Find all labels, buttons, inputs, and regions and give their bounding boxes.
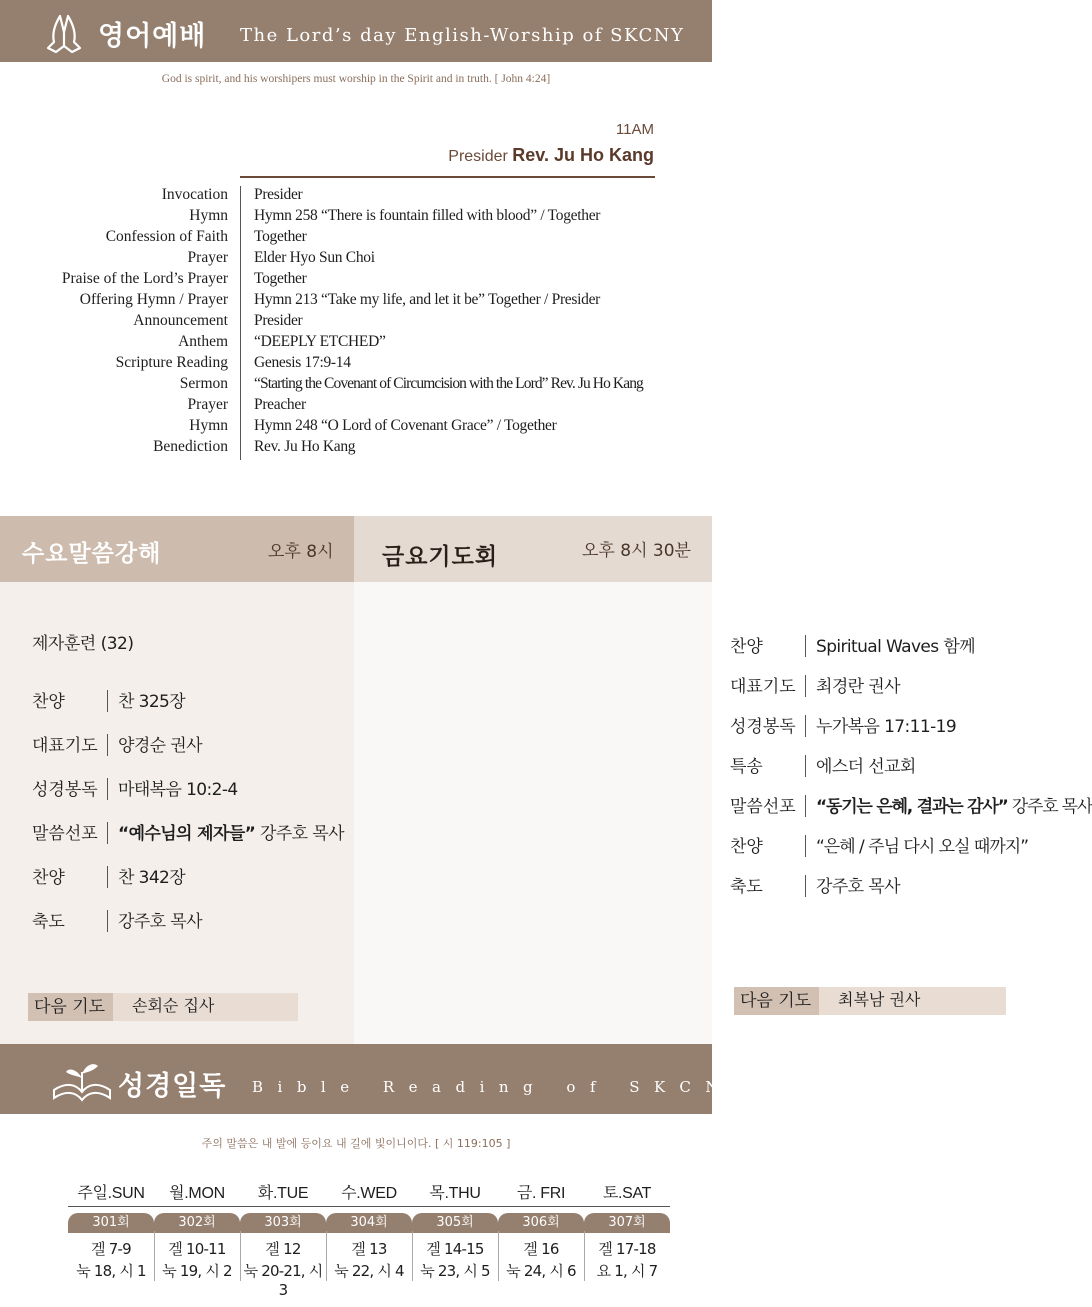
- wednesday-row: [32, 863, 332, 889]
- day-reading-1: 겔 12: [265, 1240, 301, 1258]
- row-value: Spiritual Waves 함께: [816, 637, 975, 657]
- order-row: [0, 207, 712, 228]
- day-column-divider: [154, 1231, 155, 1281]
- bible-reading-title-kr: 성경일독: [118, 1071, 227, 1102]
- order-label: Praise of the Lord’s Prayer: [61, 270, 228, 287]
- row-value: 에스더 선교회: [816, 757, 916, 777]
- row-bar: [107, 910, 108, 932]
- order-row: [0, 312, 712, 333]
- worship-verse: God is spirit, and his worshipers must worship in the Spirit and in truth. [ John 4:24]: [161, 73, 551, 85]
- order-row: [0, 186, 712, 207]
- day-reading-1: 겔 17-18: [598, 1240, 656, 1258]
- friday-row: [730, 792, 1092, 818]
- day-divider: [584, 1206, 670, 1207]
- day-count-badge: 305회: [412, 1213, 498, 1233]
- day-reading-2: 눅 20-21, 시 3: [243, 1262, 323, 1299]
- day-count-badge: 303회: [240, 1213, 326, 1233]
- day-reading-2: 눅 22, 시 4: [334, 1262, 404, 1280]
- order-row: [0, 228, 712, 249]
- day-column-divider: [412, 1231, 413, 1281]
- worship-title-kr: 영어예배: [98, 21, 207, 52]
- presider-label: Presider: [448, 148, 508, 165]
- order-row: [0, 417, 712, 438]
- day-name: 금. FRI: [516, 1185, 566, 1202]
- row-bar: [805, 635, 806, 657]
- friday-body: [354, 582, 1092, 1044]
- day-count-badge: 307회: [584, 1213, 670, 1233]
- day-column: [68, 1180, 154, 1280]
- friday-row: [730, 752, 1060, 778]
- order-row: [0, 354, 712, 375]
- order-label: Benediction: [153, 438, 228, 455]
- order-value: Genesis 17:9-14: [254, 354, 351, 371]
- bible-reading-verse: 주의 말씀은 내 발에 등이요 내 길에 빛이니이다. [ 시 119:105 ]: [201, 1137, 511, 1150]
- order-value: Presider: [254, 312, 303, 329]
- order-value: Rev. Ju Ho Kang: [254, 438, 356, 455]
- day-name: 수.WED: [341, 1185, 397, 1202]
- day-divider: [240, 1206, 326, 1207]
- order-label: Anthem: [178, 333, 228, 350]
- row-bar: [107, 778, 108, 800]
- order-row: [0, 333, 712, 354]
- wednesday-row: [32, 687, 332, 713]
- day-reading-2: 눅 23, 시 5: [420, 1262, 490, 1280]
- order-row: [0, 396, 712, 417]
- order-label: Invocation: [161, 186, 228, 203]
- day-reading-1: 겔 14-15: [426, 1240, 484, 1258]
- row-value: 찬 325장: [118, 692, 186, 712]
- row-bar: [805, 715, 806, 737]
- friday-header: [354, 516, 712, 582]
- friday-title: 금요기도회: [382, 544, 499, 570]
- row-label: 찬양: [730, 837, 763, 857]
- row-value: 양경순 권사: [118, 736, 202, 756]
- row-value: “동기는 은혜, 결과는 감사” 강주호 목사: [816, 797, 1092, 817]
- day-column-divider: [498, 1231, 499, 1281]
- day-column: [412, 1180, 498, 1280]
- row-bar: [107, 734, 108, 756]
- order-value: Elder Hyo Sun Choi: [254, 249, 375, 266]
- order-row: [0, 249, 712, 270]
- worship-title-en: The Lord’s day English-Worship of SKCNY: [240, 25, 685, 46]
- row-bar: [107, 822, 108, 844]
- praying-hands-icon: [42, 12, 86, 54]
- next-prayer-name: 손회순 집사: [132, 996, 215, 1015]
- wednesday-next-prayer: [28, 993, 298, 1021]
- day-reading-2: 요 1, 시 7: [596, 1262, 658, 1280]
- row-label: 축도: [730, 877, 763, 897]
- day-column: [154, 1180, 240, 1280]
- row-value: 강주호 목사: [118, 912, 202, 932]
- order-label: Announcement: [133, 312, 228, 329]
- wednesday-title: 수요말씀강해: [22, 541, 162, 567]
- bible-reading-title-en: Bible Reading of SKCNY: [252, 1078, 758, 1096]
- day-column: [498, 1180, 584, 1280]
- day-reading-1: 겔 16: [523, 1240, 559, 1258]
- row-label: 성경봉독: [32, 780, 98, 800]
- day-divider: [68, 1206, 154, 1207]
- order-label: Prayer: [187, 396, 228, 413]
- order-label: Confession of Faith: [105, 228, 228, 245]
- order-row: [0, 375, 712, 396]
- row-label: 축도: [32, 912, 65, 932]
- presider-name: Rev. Ju Ho Kang: [512, 145, 654, 165]
- row-value: 최경란 권사: [816, 677, 900, 697]
- order-value: “Starting the Covenant of Circumcision with the Lord” Rev. Ju Ho Kang: [254, 375, 643, 392]
- row-label: 특송: [730, 757, 763, 777]
- order-row: [0, 291, 712, 312]
- day-column: [240, 1180, 326, 1299]
- order-value: Hymn 248 “O Lord of Covenant Grace” / Together: [254, 417, 557, 434]
- row-bar: [805, 675, 806, 697]
- row-label: 찬양: [730, 637, 763, 657]
- row-value: 누가복음 17:11-19: [816, 717, 957, 737]
- day-divider: [412, 1206, 498, 1207]
- day-column-divider: [326, 1231, 327, 1281]
- day-column-divider: [240, 1231, 241, 1281]
- row-label: 찬양: [32, 692, 65, 712]
- wednesday-time: 오후 8시: [268, 542, 334, 562]
- day-name: 월.MON: [169, 1185, 225, 1202]
- order-value: Hymn 213 “Take my life, and let it be” Together / Presider: [254, 291, 601, 308]
- day-reading-2: 눅 19, 시 2: [162, 1262, 232, 1280]
- row-value: 찬 342장: [118, 868, 186, 888]
- divider: [240, 176, 655, 178]
- row-bar: [805, 835, 806, 857]
- wednesday-row: [32, 819, 344, 845]
- friday-row: [730, 632, 1060, 658]
- next-prayer-label: 다음 기도: [734, 987, 819, 1015]
- day-name: 목.THU: [429, 1185, 481, 1202]
- next-prayer-label: 다음 기도: [28, 993, 113, 1021]
- friday-row: [730, 872, 1060, 898]
- order-label: Hymn: [189, 207, 228, 224]
- row-bar: [107, 690, 108, 712]
- wednesday-header: [0, 516, 354, 582]
- day-reading-2: 눅 18, 시 1: [76, 1262, 146, 1280]
- day-column: [584, 1180, 670, 1280]
- day-count-badge: 301회: [68, 1213, 154, 1233]
- order-row: [0, 270, 712, 291]
- friday-row: [730, 832, 1060, 858]
- friday-next-prayer: [734, 987, 1006, 1015]
- wednesday-row: [32, 775, 332, 801]
- row-bar: [805, 755, 806, 777]
- order-label: Sermon: [179, 375, 228, 392]
- order-value: Presider: [254, 186, 303, 203]
- day-name: 토.SAT: [602, 1185, 652, 1202]
- worship-header: [0, 0, 712, 62]
- day-divider: [326, 1206, 412, 1207]
- row-label: 말씀선포: [730, 797, 796, 817]
- row-bar: [107, 866, 108, 888]
- order-value: Preacher: [254, 396, 306, 413]
- presider-line: [448, 145, 654, 166]
- row-label: 대표기도: [730, 677, 796, 697]
- day-count-badge: 304회: [326, 1213, 412, 1233]
- wednesday-body: [0, 582, 354, 1044]
- day-divider: [154, 1206, 240, 1207]
- row-value: “예수님의 제자들” 강주호 목사: [118, 824, 344, 844]
- order-value: Hymn 258 “There is fountain filled with blood” / Together: [254, 207, 601, 224]
- bible-reading-header: [0, 1044, 758, 1114]
- friday-row: [730, 672, 1060, 698]
- order-label: Prayer: [187, 249, 228, 266]
- order-value: “DEEPLY ETCHED”: [254, 333, 386, 350]
- service-time: 11AM: [615, 121, 654, 138]
- day-count-badge: 306회: [498, 1213, 584, 1233]
- next-prayer-name: 최복남 권사: [838, 990, 921, 1009]
- friday-row: [730, 712, 1060, 738]
- row-value: 강주호 목사: [816, 877, 900, 897]
- day-name: 화.TUE: [257, 1185, 309, 1202]
- day-reading-1: 겔 7-9: [91, 1240, 131, 1258]
- day-count-badge: 302회: [154, 1213, 240, 1233]
- day-divider: [498, 1206, 584, 1207]
- friday-time: 오후 8시 30분: [582, 541, 691, 561]
- order-row: [0, 438, 712, 459]
- wednesday-row: [32, 731, 332, 757]
- order-value: Together: [254, 228, 307, 245]
- order-label: Hymn: [189, 417, 228, 434]
- day-column-divider: [584, 1231, 585, 1281]
- day-reading-2: 눅 24, 시 6: [506, 1262, 576, 1280]
- day-reading-1: 겔 13: [351, 1240, 387, 1258]
- row-label: 대표기도: [32, 736, 98, 756]
- row-value: 마태복음 10:2-4: [118, 780, 238, 800]
- day-name: 주일.SUN: [77, 1185, 145, 1202]
- day-reading-1: 겔 10-11: [168, 1240, 226, 1258]
- row-label: 말씀선포: [32, 824, 98, 844]
- order-label: Scripture Reading: [115, 354, 228, 371]
- wednesday-series: 제자훈련 (32): [32, 634, 134, 654]
- row-label: 찬양: [32, 868, 65, 888]
- row-bar: [805, 795, 806, 817]
- row-label: 성경봉독: [730, 717, 796, 737]
- day-column: [326, 1180, 412, 1280]
- open-book-sprout-icon: [50, 1058, 114, 1102]
- order-value: Together: [254, 270, 307, 287]
- order-label: Offering Hymn / Prayer: [79, 291, 228, 308]
- row-bar: [805, 875, 806, 897]
- wednesday-row: [32, 907, 332, 933]
- row-value: “은혜 / 주님 다시 오실 때까지”: [816, 837, 1029, 857]
